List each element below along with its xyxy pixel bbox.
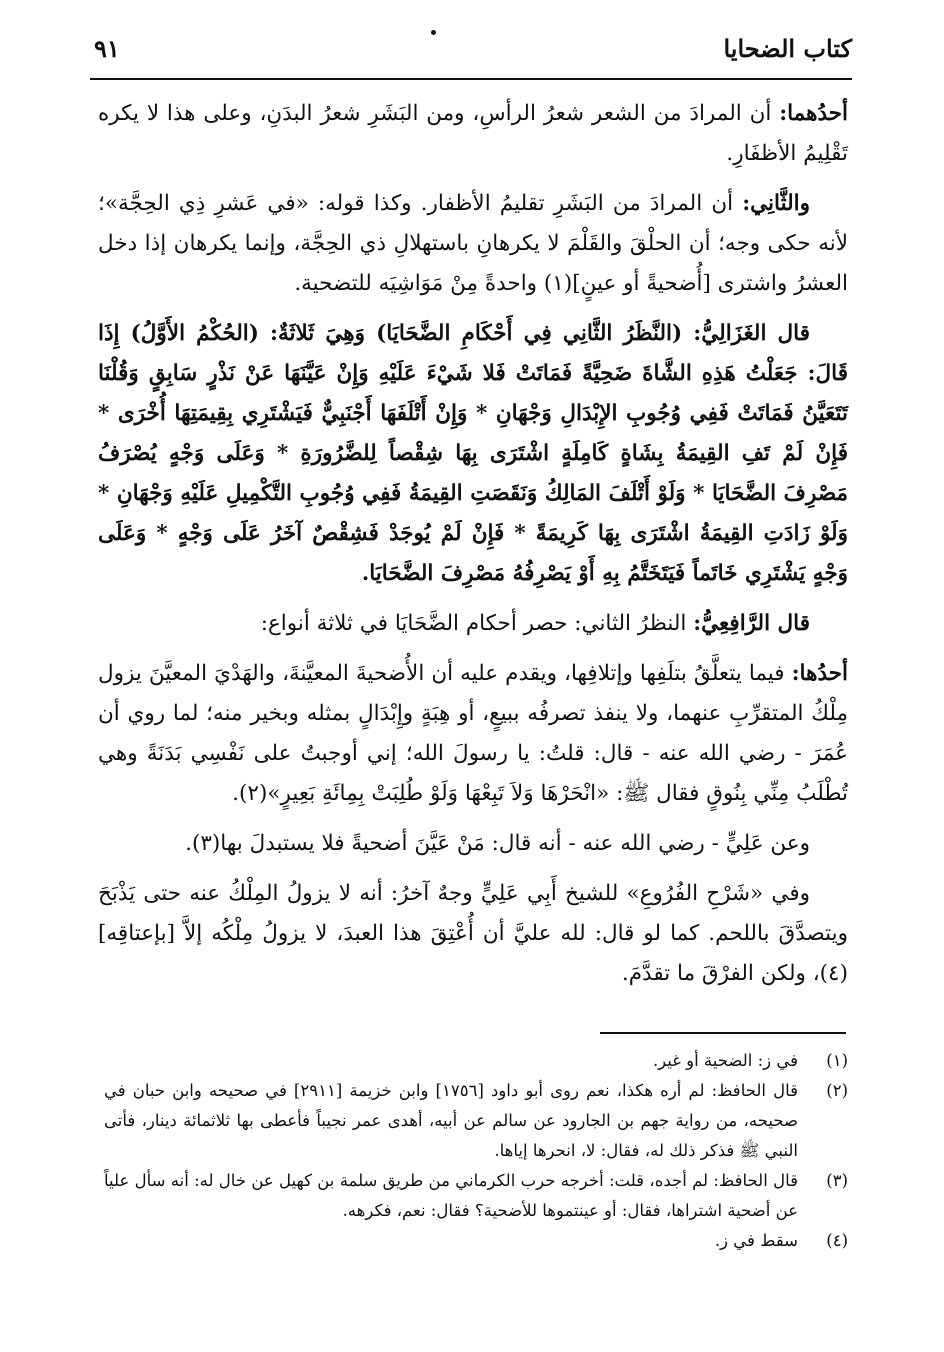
page-header bbox=[90, 28, 852, 80]
paragraph-1 bbox=[98, 94, 848, 174]
paragraph-6 bbox=[98, 824, 848, 864]
footnote-number: (٢) bbox=[826, 1081, 848, 1100]
paragraph-4 bbox=[98, 604, 848, 644]
footnote-number: (٣) bbox=[826, 1171, 848, 1190]
paragraph-text: (النَّظَرُ الثَّانِي فِي أَحْكَامِ الضَّحَايَا) وَهِيَ ثَلاثَةٌ: (الحُكْمُ الأَوَّلُ) إِذَا قَالَ: جَعَلْتُ هَذِهِ الشَّاةَ ضَحِيَّةً فَمَاتَتْ فَلا شَيْءَ عَلَيْهِ وَإِنْ عَيَّنَهَا عَنْ نَذْرٍ سَابِقٍ وَقُلْنَا تَتَعَيَّنُ فَمَاتَتْ فَفِي وُجُوبِ الإِبْدَالِ وَجْهَانِ * وَإِنْ أَتْلَفَهَا أَجْنَبِيٌّ فَيَشْتَرِي بِقِيمَتِهَا أُخْرَى * فَإِنْ لَمْ تَفِ القِيمَةُ بِشَاةٍ كَامِلَةٍ اشْتَرَى بِهَا شِقْصاً لِلضَّرُورَةِ * وَعَلَى وَجْهٍ يُصْرَفُ مَصْرِفَ الضَّحَايَا * وَلَوْ أَتْلَفَ المَالِكُ وَنَقَصَتِ القِيمَةُ فَفِي وُجُوبِ التَّكْمِيلِ عَلَيْهِ وَجْهَانِ * وَلَوْ زَادَتِ القِيمَةُ اشْتَرَى بِهَا كَرِيمَةً * فَإِنْ لَمْ يُوجَدْ فَشِقْصٌ آخَرُ عَلَى وَجْهٍ * وَعَلَى وَجْهٍ يَشْتَرِي خَاتَماً فَيَتَخَتَّمُ بِهِ أَوْ يَصْرِفُهُ مَصْرِفَ الضَّحَايَا. bbox=[98, 321, 848, 586]
footnote-text: قال الحافظ: لم أجده، قلت: أخرجه حرب الكرماني من طريق سلمة بن كهيل عن خال له: أنه سأل علياً عن أضحية اشتراها، فقال: أو عينتموها للأضحية؟ فقال: نعم، فكرهه. bbox=[104, 1171, 798, 1220]
paragraph-text: أن المرادَ من البَشَرِ تقليمُ الأظفار. وكذا قوله: «في عَشرِ ذِي الحِجَّة»؛ لأنه حكى وجه؛ أن الحلْقَ والقَلْمَ لا يكرهانِ باستهلالِ ذي الحِجَّة، وإنما يكرهان إذا دخل العشرُ واشترى [أُضحيةً أو عينٍ](١) واحدةً مِنْ مَوَاشِيَه للتضحية. bbox=[98, 191, 848, 296]
paragraph-5 bbox=[98, 654, 848, 814]
footnote-divider bbox=[600, 1032, 846, 1034]
footnote-text: سقط في ز. bbox=[714, 1231, 798, 1250]
footnote-text: في ز: الضحية أو غير. bbox=[652, 1051, 798, 1070]
paragraph-7 bbox=[98, 874, 848, 994]
page-number: ٩١ bbox=[94, 34, 120, 63]
book-title: كتاب الضحايا bbox=[723, 34, 852, 63]
paragraph-text: وعن عَلِيٍّ - رضي الله عنه - أنه قال: مَنْ عَيَّنَ أضحيةً فلا يستبدلَ بها(٣). bbox=[185, 831, 810, 856]
footnote-number: (٤) bbox=[826, 1231, 848, 1250]
footnote-text: قال الحافظ: لم أره هكذا، نعم روى أبو داود [١٧٥٦] وابن خزيمة [٢٩١١] في صحيحه وابن حبان في صحيحه، من رواية جهم بن الجارود عن سالم عن أبيه، أهدى عمر نجيباً فأعطى بها ثلاثمائة دينار، فأتى النبي ﷺ فذكر ذلك له، فقال: لا، انحرها إياها. bbox=[104, 1081, 798, 1160]
footnote-4 bbox=[104, 1226, 848, 1256]
paragraph-lead: قال الغَزَالِيُّ: bbox=[693, 321, 810, 346]
paragraph-3 bbox=[98, 314, 848, 594]
footnote-number: (١) bbox=[826, 1051, 848, 1070]
paragraph-lead: والثَّانِي: bbox=[742, 191, 810, 216]
paragraph-text: فيما يتعلَّقُ بتلَفِها وإتلافِها، ويقدم عليه أن الأُضحيةَ المعيَّنةَ، والهَدْيَ المعيَّنَ يزول مِلْكُ المتقرِّبِ عنهما، ولا ينفذ تصرفُه ببيعٍ، أو هِبَةٍ وإِبْدَالٍ بمثله وبخير منه؛ لما روي أن عُمَرَ - رضي الله عنه - قال: قلتُ: يا رسولَ الله؛ إني أوجبتُ على نَفْسِي بَدَنَةً وهي تُطْلَبُ مِنِّي بِنُوقٍ فقال ﷺ: «انْحَرْهَا وَلاَ تَبِعْهَا وَلَوْ طُلِبَتْ بِمِائَةِ بَعِيرٍ»(٢). bbox=[98, 661, 848, 806]
paragraph-lead: أحدُها: bbox=[791, 661, 848, 686]
footnote-1 bbox=[104, 1046, 848, 1076]
footnote-3 bbox=[104, 1166, 848, 1226]
paragraph-2 bbox=[98, 184, 848, 304]
paragraph-lead: أحدُهما: bbox=[779, 101, 848, 126]
footnotes bbox=[104, 1036, 848, 1256]
paragraph-text: وفي «شَرْحِ الفُرُوعِ» للشيخ أَبِي عَلِيٍّ وجهٌ آخرُ: أنه لا يزولُ المِلْكُ عنه حتى يَذْبَحَ ويتصدَّقَ باللحم. كما لو قال: لله عليَّ أن أُعْتِقَ هذا العبدَ، لا يزولُ مِلْكُه إلاَّ [بإعتاقِه](٤)، ولكن الفرْقَ ما تقدَّمَ. bbox=[98, 881, 848, 986]
paragraph-lead: قال الرَّافِعِيُّ: bbox=[693, 611, 810, 636]
footnote-2 bbox=[104, 1076, 848, 1166]
main-text bbox=[98, 94, 848, 1004]
paragraph-text: أن المرادَ من الشعر شعرُ الرأسِ، ومن البَشَرِ شعرُ البدَنِ، وعلى هذا لا يكره تَقْلِيمُ الأظفَارِ. bbox=[98, 101, 848, 166]
paragraph-text: النظرُ الثاني: حصر أحكام الضَّحَايَا في ثلاثة أنواع: bbox=[260, 611, 694, 636]
